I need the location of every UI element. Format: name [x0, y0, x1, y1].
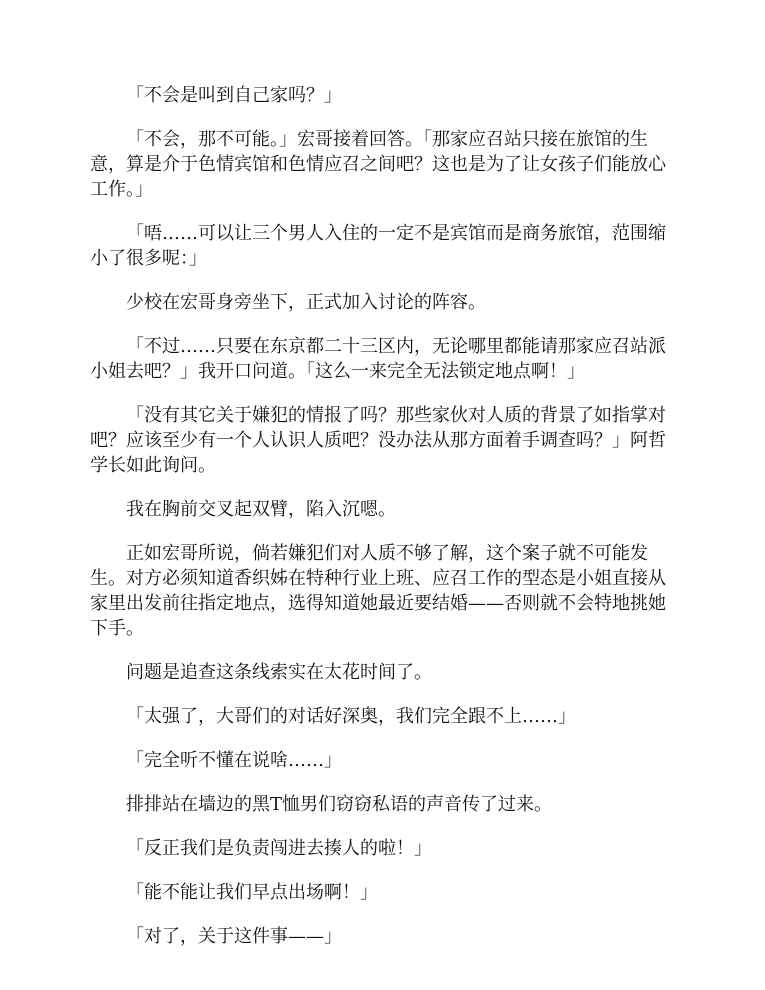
paragraph: 「唔……可以让三个男人入住的一定不是宾馆而是商务旅馆，范围缩小了很多呢：」 — [90, 223, 666, 269]
paragraph: 「能不能让我们早点出场啊！」 — [126, 882, 378, 903]
paragraph: 「不过……只要在东京都二十三区内，无论哪里都能请那家应召站派小姐去吧？」我开口问道。「这么一来完全无法锁定地点啊！」 — [90, 336, 666, 382]
paragraph: 「完全听不懂在说啥……」 — [126, 750, 342, 771]
paragraph: 「没有其它关于嫌犯的情报了吗？那些家伙对人质的背景了如指掌对吧？应该至少有一个人认识人质吧？没办法从那方面着手调查吗？」阿哲学长如此询问。 — [90, 405, 666, 476]
paragraph: 「太强了，大哥们的对话好深奥，我们完全跟不上……」 — [126, 706, 576, 727]
paragraph: 「不会，那不可能。」宏哥接着回答。「那家应召站只接在旅馆的生意，算是介于色情宾馆和色情应召之间吧？这也是为了让女孩子们能放心工作。」 — [90, 129, 666, 200]
paragraph: 「不会是叫到自己家吗？」 — [126, 85, 342, 106]
paragraph: 「反正我们是负责闯进去揍人的啦！」 — [126, 838, 432, 859]
paragraph: 我在胸前交叉起双臂，陷入沉嗯。 — [126, 499, 396, 520]
paragraph: 排排站在墙边的黑T恤男们窃窃私语的声音传了过来。 — [126, 794, 553, 815]
paragraph: 问题是追查这条线索实在太花时间了。 — [126, 662, 432, 683]
paragraph: 少校在宏哥身旁坐下，正式加入讨论的阵容。 — [126, 292, 486, 313]
paragraph: 正如宏哥所说，倘若嫌犯们对人质不够了解，这个案子就不可能发生。对方必须知道香织姊在特种行业上班、应召工作的型态是小姐直接从家里出发前往指定地点，选得知道她最近要结婚——否则就不会特地挑她下手。 — [90, 543, 666, 639]
body-text — [90, 83, 676, 968]
paragraph: 「对了，关于这件事——」 — [126, 926, 342, 947]
